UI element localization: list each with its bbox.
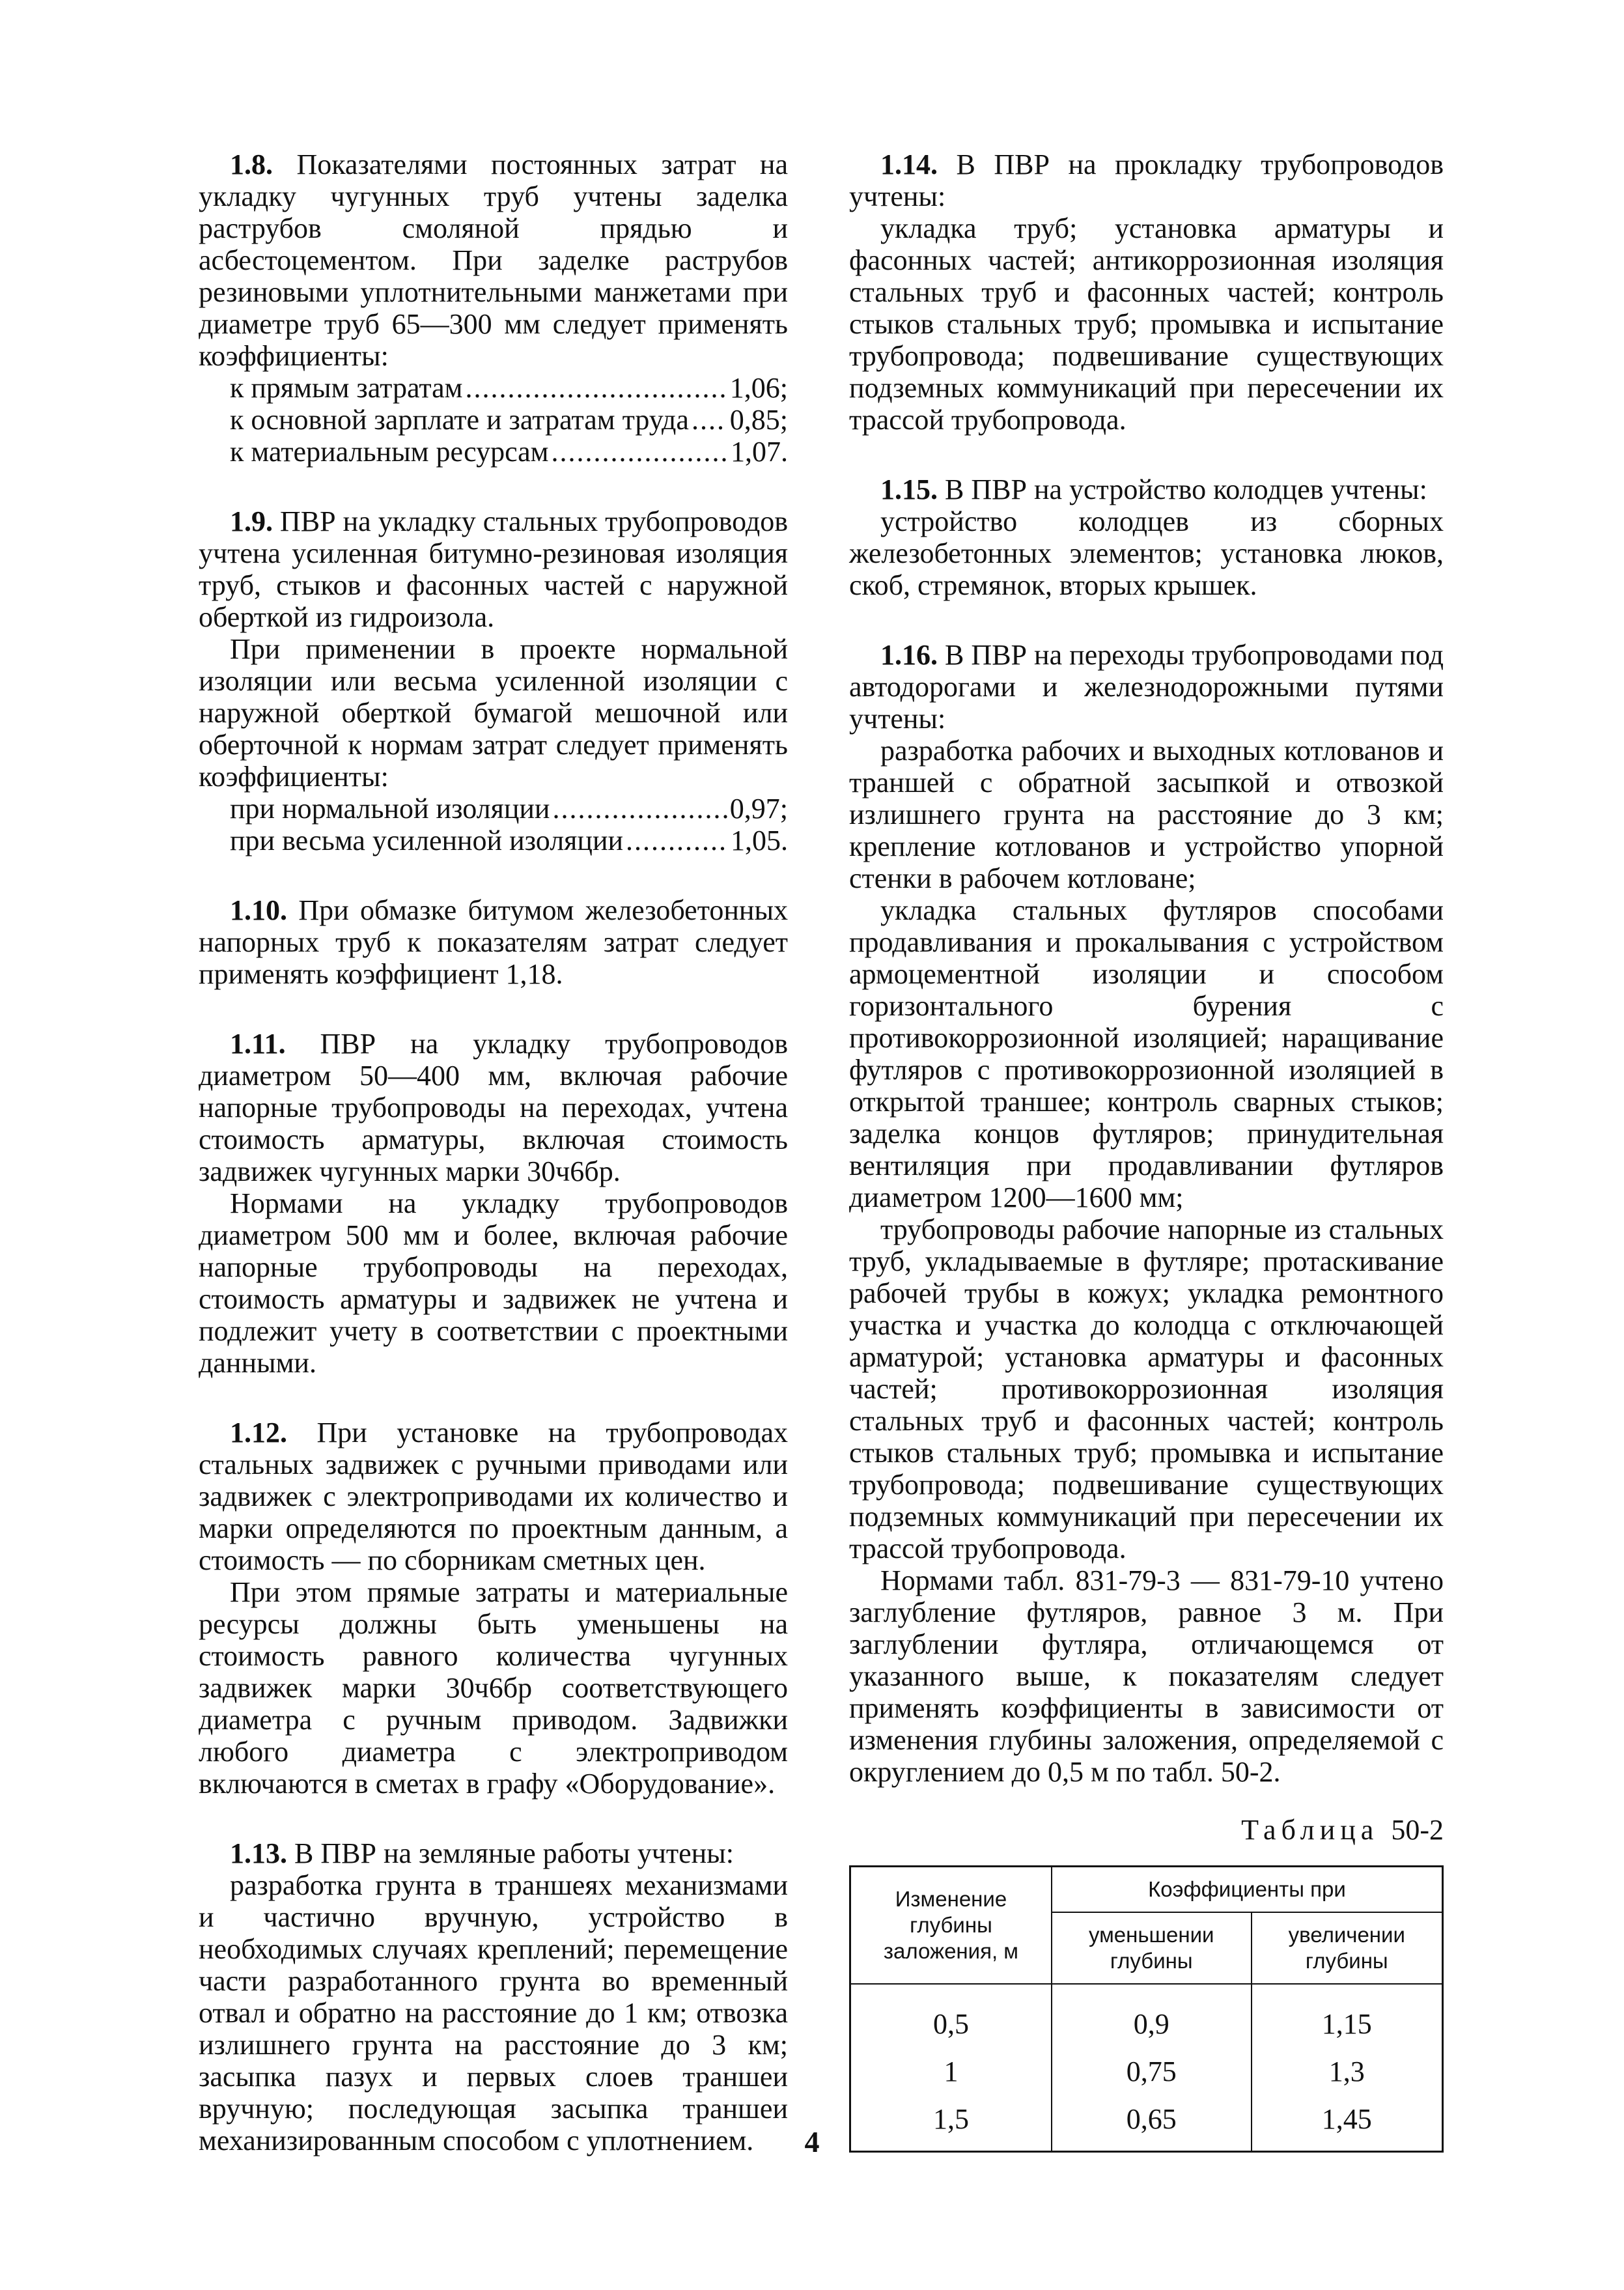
dot-leader: [465, 372, 727, 404]
section-1-11-paragraph-2: Нормами на укладку трубопроводов диаметром 500 мм и более, включая рабочие напорные трубопроводы на переходах, стоимость арматуры и задвижек не учтена и подлежит учету в соответствии с проектными данными.: [199, 1187, 788, 1379]
dot-leader: [552, 436, 728, 468]
section-1-16-paragraph-5: Нормами табл. 831-79-3 — 831-79-10 учтено заглубление футляров, равное 3 м. При заглублении футляра, отличающемся от указанного выше, к показателям следует применять коэффициенты в зависимости от изменения глубины заложения, определяемой с округлением до 0,5 м по табл. 50-2.: [849, 1564, 1444, 1788]
coefficient-value: 1,06;: [729, 372, 788, 404]
cell-decrease: 0,9: [1052, 1984, 1252, 2046]
header-increase-depth: увеличении глубины: [1252, 1912, 1443, 1984]
section-number: 1.16.: [880, 639, 938, 671]
coefficient-value: 0,85;: [729, 404, 788, 436]
cell-depth: 1: [850, 2046, 1052, 2094]
section-body: В ПВР на устройство колодцев учтены:: [938, 474, 1427, 505]
section-number: 1.14.: [880, 148, 938, 180]
section-number: 1.8.: [230, 148, 273, 180]
section-1-16-text: [849, 639, 1444, 735]
header-coefficients: Коэффициенты при: [1052, 1867, 1443, 1913]
coefficient-row: [230, 825, 788, 856]
section-number: 1.12.: [230, 1417, 287, 1449]
section-1-11-text: [199, 1028, 788, 1187]
section-1-15: [849, 474, 1444, 601]
table-row: [850, 2046, 1443, 2094]
section-body: В ПВР на прокладку трубопроводов учтены:: [849, 148, 1444, 212]
cell-depth: 0,5: [850, 1984, 1052, 2046]
section-1-15-paragraph-2: устройство колодцев из сборных железобетонных элементов; установка люков, скоб, стремянок, вторых крышек.: [849, 505, 1444, 601]
coefficient-value: 1,07.: [731, 436, 788, 468]
section-1-14-text: [849, 148, 1444, 212]
cell-increase: 1,45: [1252, 2094, 1443, 2152]
section-number: 1.13.: [230, 1837, 287, 1869]
section-1-16-paragraph-4: трубопроводы рабочие напорные из стальных труб, укладываемые в футляре; протаскивание рабочей трубы в кожух; укладка ремонтного участка и участка до колодца с отключающей арматурой; установка арматуры и фасонных частей; противокоррозионная изоляция стальных труб и фасонных частей; контроль стыков стальных труб; промывка и испытание трубопровода; подвешивание существующих подземных коммуникаций при пересечении их трассой трубопровода.: [849, 1213, 1444, 1564]
section-1-8-text: [199, 148, 788, 372]
section-1-10: [199, 894, 788, 990]
coefficient-list: [199, 372, 788, 468]
section-1-13: [199, 1837, 788, 2156]
section-1-9-paragraph-2: При применении в проекте нормальной изоляции или весьма усиленной изоляции с наружной оберткой бумагой мешочной или оберточной к нормам затрат следует применять коэффициенты:: [199, 633, 788, 793]
section-body: В ПВР на земляные работы учтены:: [287, 1837, 734, 1869]
cell-increase: 1,15: [1252, 1984, 1443, 2046]
section-number: 1.11.: [230, 1028, 286, 1060]
section-body: При обмазке битумом железобетонных напорных труб к показателям затрат следует применять коэффициент 1,18.: [199, 894, 788, 990]
left-column: [199, 148, 788, 2194]
section-1-11: [199, 1028, 788, 1379]
dot-leader: [552, 793, 727, 825]
coefficient-row: [230, 793, 788, 825]
coefficient-label: к материальным ресурсам: [230, 436, 549, 468]
table-row: [850, 1984, 1443, 2046]
page-number: 4: [804, 2125, 820, 2158]
section-body: При установке на трубопроводах стальных задвижек с ручными приводами или задвижек с электроприводами их количество и марки определяются по проектным данным, а стоимость — по сборникам сметных цен.: [199, 1417, 788, 1576]
section-body: ПВР на укладку трубопроводов диаметром 50—400 мм, включая рабочие напорные трубопроводы на переходах, учтена стоимость арматуры, включая стоимость задвижек чугунных марки 30ч6бр.: [199, 1028, 788, 1187]
section-1-12-text: [199, 1417, 788, 1576]
cell-decrease: 0,75: [1052, 2046, 1252, 2094]
section-1-14: [849, 148, 1444, 436]
section-1-16-paragraph-2: разработка рабочих и выходных котлованов и траншей с обратной засыпкой и отвозкой излишнего грунта на расстояние до 3 км; крепление котлованов и устройство упорной стенки в рабочем котловане;: [849, 735, 1444, 894]
right-column: [849, 148, 1444, 2153]
cell-increase: 1,3: [1252, 2046, 1443, 2094]
coefficient-row: [230, 372, 788, 404]
section-1-10-text: [199, 894, 788, 990]
table-caption: [849, 1814, 1444, 1846]
coefficient-list: [199, 793, 788, 856]
section-1-13-paragraph-2: разработка грунта в траншеях механизмами и частично вручную, устройство в необходимых случаях креплений; перемещение части разработанного грунта во временный отвал и обратно на расстояние до 1 км; отвозка излишнего грунта на расстояние до 3 км; засыпка пазух и первых слоев траншеи вручную; последующая засыпка траншеи механизированным способом с уплотнением.: [199, 1869, 788, 2156]
coefficient-label: при нормальной изоляции: [230, 793, 550, 825]
dot-leader: [626, 825, 728, 856]
section-number: 1.9.: [230, 505, 273, 537]
table-caption-word: Таблица: [1241, 1814, 1379, 1846]
section-number: 1.10.: [230, 894, 287, 926]
section-1-15-text: [849, 474, 1444, 505]
header-decrease-depth: уменьшении глубины: [1052, 1912, 1252, 1984]
header-depth-change: Изменение глубины заложения, м: [850, 1867, 1052, 1985]
coefficient-row: [230, 404, 788, 436]
section-1-16: [849, 639, 1444, 1788]
section-body: В ПВР на переходы трубопроводами под автодорогами и железнодорожными путями учтены:: [849, 639, 1444, 735]
dot-leader: [692, 404, 727, 436]
depth-coefficient-table: [849, 1865, 1444, 2153]
section-1-12: [199, 1417, 788, 1800]
section-1-12-paragraph-2: При этом прямые затраты и материальные ресурсы должны быть уменьшены на стоимость равного количества чугунных задвижек марки 30ч6бр соответствующего диаметра с ручным приводом. Задвижки любого диаметра с электроприводом включаются в сметах в графу «Оборудование».: [199, 1576, 788, 1800]
section-1-9: [199, 505, 788, 856]
coefficient-value: 0,97;: [729, 793, 788, 825]
table-header-row: [850, 1867, 1443, 1913]
cell-depth: 1,5: [850, 2094, 1052, 2152]
section-1-14-paragraph-2: укладка труб; установка арматуры и фасонных частей; антикоррозионная изоляция стальных труб и фасонных частей; контроль стыков стальных труб; промывка и испытание трубопровода; подвешивание существующих подземных коммуникаций при пересечении их трассой трубопровода.: [849, 212, 1444, 436]
cell-decrease: 0,65: [1052, 2094, 1252, 2152]
coefficient-label: к прямым затратам: [230, 372, 463, 404]
coefficient-value: 1,05.: [731, 825, 788, 856]
section-number: 1.15.: [880, 474, 938, 505]
coefficient-row: [230, 436, 788, 468]
section-body: ПВР на укладку стальных трубопроводов учтена усиленная битумно-резиновая изоляция труб, стыков и фасонных частей с наружной оберткой из гидроизола.: [199, 505, 788, 633]
section-1-9-text: [199, 505, 788, 633]
table-number: 50-2: [1391, 1814, 1444, 1846]
coefficient-label: при весьма усиленной изоляции: [230, 825, 624, 856]
coefficient-label: к основной зарплате и затратам труда: [230, 404, 689, 436]
section-1-13-text: [199, 1837, 788, 1869]
section-1-16-paragraph-3: укладка стальных футляров способами продавливания и прокалывания с устройством армоцементной изоляции и способом горизонтального бурения с противокоррозионной изоляцией; наращивание футляров с противокоррозионной изоляцией в открытой траншее; контроль сварных стыков; заделка концов футляров; принудительная вентиляция при продавливании футляров диаметром 1200—1600 мм;: [849, 894, 1444, 1213]
section-body: Показателями постоянных затрат на укладку чугунных труб учтены заделка раструбов смоляной прядью и асбестоцементом. При заделке раструбов резиновыми уплотнительными манжетами при диаметре труб 65—300 мм следует применять коэффициенты:: [199, 148, 788, 372]
section-1-8: [199, 148, 788, 468]
